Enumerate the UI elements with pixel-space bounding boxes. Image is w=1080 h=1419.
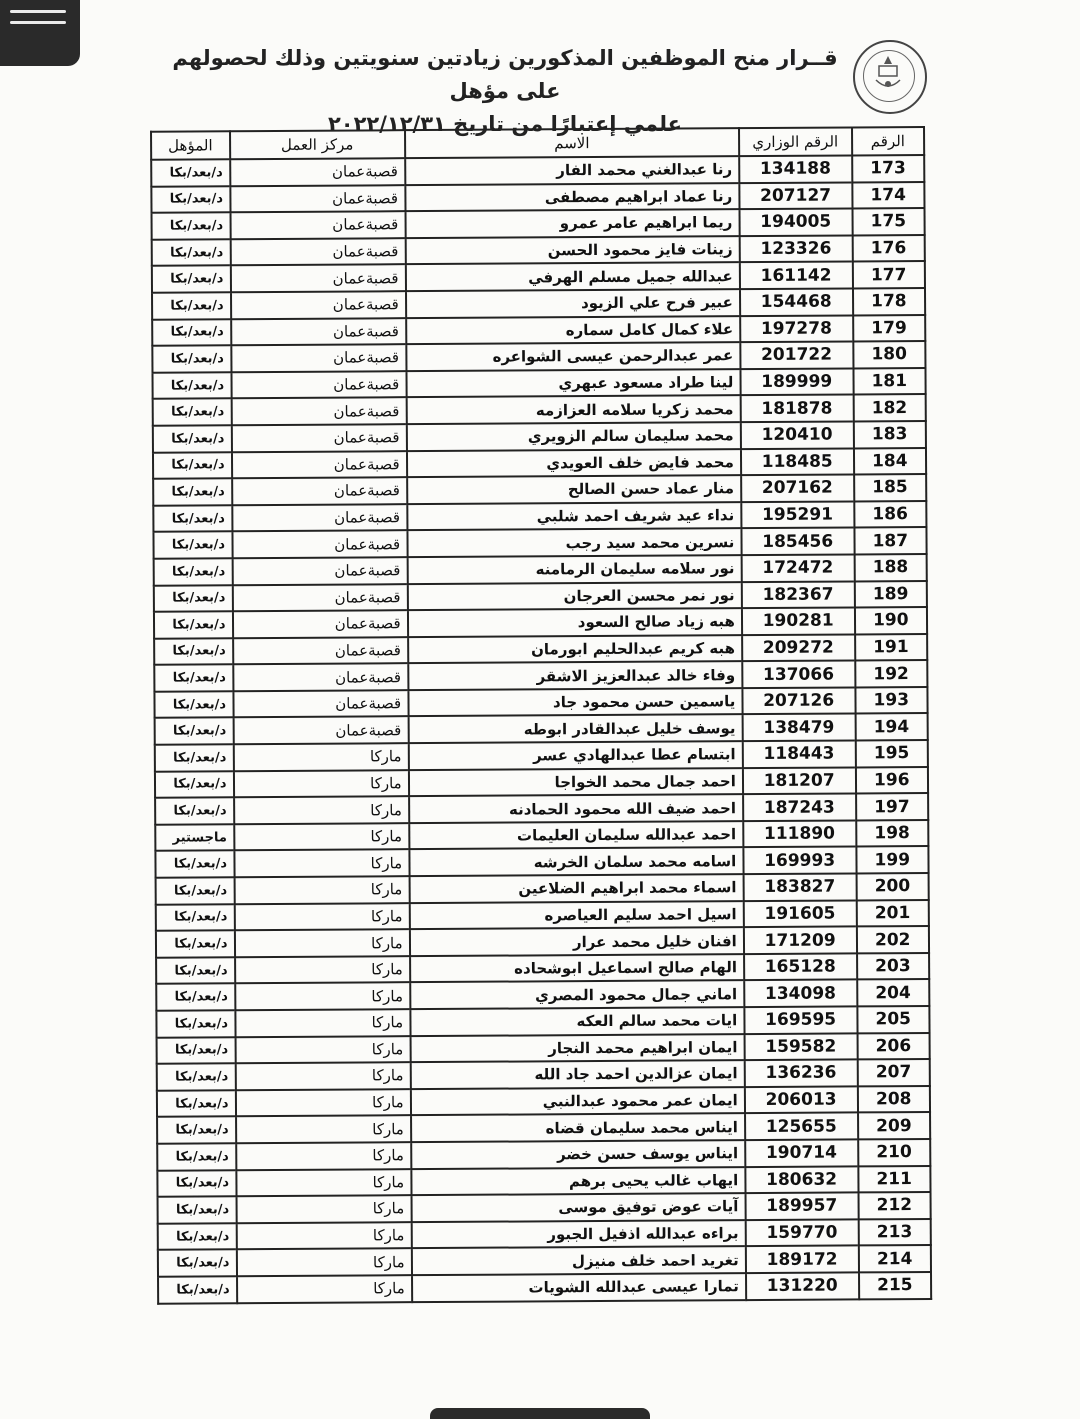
- cell-name: منار عماد حسن الصالح: [407, 475, 741, 504]
- cell-ministry-number: 207127: [739, 182, 852, 209]
- cell-name: عبدالله جميل مسلم الهرفي: [405, 263, 739, 292]
- cell-ministry-number: 182367: [742, 581, 855, 608]
- cell-number: 203: [857, 953, 930, 980]
- cell-name: تمارا عيسى عبدالله الشويات: [412, 1273, 746, 1302]
- cell-ministry-number: 136236: [745, 1060, 858, 1087]
- cell-number: 190: [854, 607, 927, 634]
- cell-work-center: ماركا: [233, 743, 408, 771]
- cell-number: 193: [855, 687, 928, 714]
- cell-work-center: ماركا: [234, 823, 409, 851]
- cell-qualification: د/بعد/بكا: [153, 425, 232, 452]
- home-indicator[interactable]: [430, 1408, 650, 1419]
- ministry-seal-icon: [853, 40, 927, 114]
- cell-work-center: ماركا: [236, 1169, 411, 1197]
- cell-work-center: ماركا: [233, 770, 408, 798]
- cell-work-center: قصبةعمان: [230, 211, 405, 239]
- cell-ministry-number: 118485: [741, 448, 854, 475]
- cell-number: 214: [858, 1245, 931, 1272]
- cell-name: رنا عبدالغني محمد الفار: [405, 156, 739, 185]
- cell-number: 192: [855, 660, 928, 687]
- cell-ministry-number: 201722: [740, 342, 853, 369]
- cell-name: نور سلامه سليمان الرمامنه: [407, 555, 741, 584]
- cell-qualification: د/بعد/بكا: [154, 585, 233, 612]
- cell-number: 176: [852, 235, 925, 262]
- cell-number: 197: [856, 793, 929, 820]
- cell-number: 186: [854, 501, 927, 528]
- employees-table: [150, 126, 932, 1304]
- cell-name: براءه عبدالله اذفيل الجبور: [411, 1220, 745, 1249]
- cell-number: 178: [853, 288, 926, 315]
- cell-ministry-number: 190281: [742, 608, 855, 635]
- cell-name: ايناس محمد سليمان قضاه: [411, 1113, 745, 1142]
- cell-number: 174: [852, 182, 925, 209]
- cell-number: 177: [852, 261, 925, 288]
- cell-ministry-number: 180632: [745, 1166, 858, 1193]
- cell-name: محمد زكريا سلامه العزازمه: [406, 395, 740, 424]
- cell-work-center: قصبةعمان: [230, 185, 405, 213]
- cell-number: 191: [855, 634, 928, 661]
- cell-qualification: ماجستير: [155, 824, 234, 851]
- cell-ministry-number: 181878: [740, 395, 853, 422]
- header-work-center: مركز العمل: [230, 130, 405, 159]
- cell-ministry-number: 185456: [741, 528, 854, 555]
- cell-number: 215: [859, 1272, 932, 1299]
- cell-ministry-number: 134188: [739, 155, 852, 182]
- cell-ministry-number: 159582: [744, 1033, 857, 1060]
- cell-qualification: د/بعد/بكا: [155, 771, 234, 798]
- cell-number: 198: [856, 820, 929, 847]
- cell-name: تغريد احمد خلف منيزل: [412, 1246, 746, 1275]
- cell-ministry-number: 120410: [741, 421, 854, 448]
- cell-qualification: د/بعد/بكا: [158, 1196, 237, 1223]
- cell-ministry-number: 190714: [745, 1139, 858, 1166]
- cell-qualification: د/بعد/بكا: [153, 505, 232, 532]
- cell-qualification: د/بعد/بكا: [156, 930, 235, 957]
- cell-number: 211: [858, 1166, 931, 1193]
- cell-number: 212: [858, 1192, 931, 1219]
- cell-number: 195: [855, 740, 928, 767]
- cell-ministry-number: 189957: [745, 1193, 858, 1220]
- cell-name: رنا عماد ابراهيم مصطفى: [405, 183, 739, 212]
- cell-name: نور نمر محسن العرجان: [407, 582, 741, 611]
- cell-name: احمد جمال محمد الخواجا: [409, 768, 743, 797]
- cell-ministry-number: 138479: [742, 714, 855, 741]
- cell-name: الهام صالح اسماعيل ابوشحاده: [410, 954, 744, 983]
- cell-name: علاء كمال كامل سماره: [406, 316, 740, 345]
- cell-ministry-number: 161142: [740, 262, 853, 289]
- cell-work-center: ماركا: [235, 1036, 410, 1064]
- cell-qualification: د/بعد/بكا: [158, 1250, 237, 1277]
- cell-qualification: د/بعد/بكا: [152, 239, 231, 266]
- cell-work-center: ماركا: [235, 1062, 410, 1090]
- cell-name: اسيل احمد سليم العياصره: [409, 901, 743, 930]
- cell-number: 205: [857, 1006, 930, 1033]
- cell-qualification: د/بعد/بكا: [153, 478, 232, 505]
- cell-work-center: قصبةعمان: [231, 424, 406, 452]
- cell-work-center: قصبةعمان: [231, 291, 406, 319]
- cell-ministry-number: 134098: [744, 980, 857, 1007]
- cell-qualification: د/بعد/بكا: [154, 611, 233, 638]
- cell-name: اماني جمال محمود المصري: [410, 981, 744, 1010]
- cell-work-center: ماركا: [235, 1089, 410, 1117]
- cell-ministry-number: 118443: [743, 740, 856, 767]
- cell-work-center: قصبةعمان: [232, 504, 407, 532]
- cell-number: 206: [857, 1033, 930, 1060]
- cell-ministry-number: 189999: [740, 368, 853, 395]
- cell-qualification: د/بعد/بكا: [157, 1117, 236, 1144]
- cell-number: 189: [854, 580, 927, 607]
- cell-ministry-number: 123326: [739, 235, 852, 262]
- cell-number: 202: [856, 926, 929, 953]
- cell-ministry-number: 137066: [742, 661, 855, 688]
- cell-work-center: ماركا: [236, 1195, 411, 1223]
- cell-number: 175: [852, 208, 925, 235]
- cell-work-center: قصبةعمان: [232, 557, 407, 585]
- cell-qualification: د/بعد/بكا: [156, 957, 235, 984]
- cell-name: افنان خليل محمد عرار: [410, 927, 744, 956]
- cell-number: 210: [858, 1139, 931, 1166]
- cell-ministry-number: 187243: [743, 794, 856, 821]
- cell-ministry-number: 169595: [744, 1006, 857, 1033]
- cell-number: 207: [857, 1059, 930, 1086]
- cell-work-center: قصبةعمان: [231, 344, 406, 372]
- cell-name: ايمان عمر محمود عبدالنبي: [411, 1087, 745, 1116]
- cell-ministry-number: 154468: [740, 288, 853, 315]
- cell-name: يوسف خليل عبدالقادر ابوطه: [408, 715, 742, 744]
- cell-name: آيات عوض توفيق موسى: [411, 1193, 745, 1222]
- header-ministry-number: الرقم الوزاري: [739, 127, 852, 156]
- cell-ministry-number: 209272: [742, 634, 855, 661]
- cell-qualification: د/بعد/بكا: [151, 159, 230, 186]
- cell-name: ايناس يوسف حسن خضر: [411, 1140, 745, 1169]
- cell-qualification: د/بعد/بكا: [152, 266, 231, 293]
- cell-number: 184: [853, 448, 926, 475]
- cell-qualification: د/بعد/بكا: [152, 345, 231, 372]
- cell-work-center: ماركا: [234, 929, 409, 957]
- cell-qualification: د/بعد/بكا: [157, 1063, 236, 1090]
- cell-work-center: قصبةعمان: [231, 371, 406, 399]
- cell-qualification: د/بعد/بكا: [156, 984, 235, 1011]
- cell-number: 180: [853, 341, 926, 368]
- cell-ministry-number: 171209: [744, 927, 857, 954]
- header-number: الرقم: [852, 127, 925, 155]
- cell-work-center: قصبةعمان: [232, 451, 407, 479]
- cell-number: 187: [854, 527, 927, 554]
- cell-qualification: د/بعد/بكا: [151, 186, 230, 213]
- cell-ministry-number: 194005: [739, 209, 852, 236]
- cell-name: ايات محمد سالم العكه: [410, 1007, 744, 1036]
- title-line-1: قــرار منح الموظفين المذكورين زيادتين سنويتين وذلك لحصولهم على مؤهل: [172, 46, 838, 103]
- cell-qualification: د/بعد/بكا: [156, 904, 235, 931]
- cell-qualification: د/بعد/بكا: [158, 1223, 237, 1250]
- cell-number: 188: [854, 554, 927, 581]
- cell-qualification: د/بعد/بكا: [154, 638, 233, 665]
- cell-work-center: قصبةعمان: [230, 158, 405, 186]
- cell-qualification: د/بعد/بكا: [158, 1276, 237, 1303]
- cell-qualification: د/بعد/بكا: [156, 1010, 235, 1037]
- cell-work-center: ماركا: [235, 983, 410, 1011]
- cell-work-center: ماركا: [236, 1222, 411, 1250]
- cell-qualification: د/بعد/بكا: [157, 1143, 236, 1170]
- cell-work-center: ماركا: [237, 1275, 412, 1303]
- cell-work-center: قصبةعمان: [231, 398, 406, 426]
- cell-name: اسماء محمد ابراهيم الضلاعين: [409, 874, 743, 903]
- cell-ministry-number: 169993: [743, 847, 856, 874]
- cell-number: 173: [852, 155, 925, 182]
- cell-number: 182: [853, 394, 926, 421]
- cell-work-center: قصبةعمان: [233, 637, 408, 665]
- cell-qualification: د/بعد/بكا: [154, 691, 233, 718]
- cell-name: احمد ضيف الله محمود الحمادنه: [409, 794, 743, 823]
- header-name: الاسم: [405, 128, 739, 158]
- cell-name: ايمان عزالدين احمد جاد الله: [410, 1060, 744, 1089]
- cell-number: 199: [856, 846, 929, 873]
- title-line-2: علمي إعتبارًا من تاريخ ٢٠٢٢/١٢/٣١: [327, 112, 683, 136]
- cell-qualification: د/بعد/بكا: [152, 212, 231, 239]
- cell-name: محمد فايض خلف العويدي: [407, 449, 741, 478]
- cell-qualification: د/بعد/بكا: [157, 1037, 236, 1064]
- cell-name: ابتسام عطا عبدالهادي عسر: [408, 741, 742, 770]
- cell-qualification: د/بعد/بكا: [152, 292, 231, 319]
- cell-number: 201: [856, 900, 929, 927]
- cell-number: 213: [858, 1219, 931, 1246]
- cell-work-center: ماركا: [235, 956, 410, 984]
- cell-qualification: د/بعد/بكا: [153, 452, 232, 479]
- cell-number: 196: [855, 767, 928, 794]
- cell-ministry-number: 207126: [742, 687, 855, 714]
- cell-number: 179: [853, 315, 926, 342]
- cell-work-center: قصبةعمان: [230, 238, 405, 266]
- cell-number: 181: [853, 368, 926, 395]
- cell-work-center: قصبةعمان: [233, 717, 408, 745]
- cell-number: 209: [858, 1112, 931, 1139]
- cell-work-center: قصبةعمان: [230, 265, 405, 293]
- cell-ministry-number: 165128: [744, 953, 857, 980]
- cell-name: وفاء خالد عبدالعزيز الاشقر: [408, 661, 742, 690]
- cell-ministry-number: 183827: [743, 873, 856, 900]
- cell-ministry-number: 195291: [741, 501, 854, 528]
- cell-work-center: قصبةعمان: [232, 530, 407, 558]
- cell-name: محمد سليمان سالم الزويري: [406, 422, 740, 451]
- cell-qualification: د/بعد/بكا: [155, 797, 234, 824]
- cell-ministry-number: 197278: [740, 315, 853, 342]
- cell-work-center: ماركا: [235, 1009, 410, 1037]
- cell-ministry-number: 191605: [744, 900, 857, 927]
- cell-qualification: د/بعد/بكا: [156, 877, 235, 904]
- cell-ministry-number: 125655: [745, 1113, 858, 1140]
- cell-work-center: ماركا: [234, 850, 409, 878]
- cell-name: هبه زياد صالح السعود: [408, 608, 742, 637]
- cell-number: 200: [856, 873, 929, 900]
- cell-name: اسامه محمد سلمان الخرشه: [409, 848, 743, 877]
- table-body: [151, 155, 931, 1303]
- cell-name: ياسمين حسن محمود جاد: [408, 688, 742, 717]
- cell-ministry-number: 111890: [743, 820, 856, 847]
- cell-work-center: ماركا: [234, 903, 409, 931]
- cell-name: نداء عيد شريف احمد شلبي: [407, 502, 741, 531]
- cell-name: هبه كريم عبدالحليم ابورمان: [408, 635, 742, 664]
- cell-name: احمد عبدالله سليمان العليمات: [409, 821, 743, 850]
- cell-work-center: ماركا: [234, 876, 409, 904]
- cell-ministry-number: 131220: [746, 1272, 859, 1299]
- cell-name: عمر عبدالرحمن عيسى الشواعره: [406, 342, 740, 371]
- cell-name: ايهاب غالب يحيى برهم: [411, 1167, 745, 1196]
- cell-ministry-number: 181207: [743, 767, 856, 794]
- cell-name: ريما ابراهيم عامر عمرو: [405, 209, 739, 238]
- cell-qualification: د/بعد/بكا: [152, 372, 231, 399]
- cell-ministry-number: 159770: [745, 1219, 858, 1246]
- cell-work-center: قصبةعمان: [232, 477, 407, 505]
- cell-ministry-number: 172472: [741, 554, 854, 581]
- cell-qualification: د/بعد/بكا: [157, 1170, 236, 1197]
- cell-qualification: د/بعد/بكا: [157, 1090, 236, 1117]
- cell-work-center: ماركا: [236, 1249, 411, 1277]
- cell-ministry-number: 206013: [745, 1086, 858, 1113]
- cell-qualification: د/بعد/بكا: [155, 851, 234, 878]
- cell-name: عبير فرح علي الزيود: [406, 289, 740, 318]
- table-row: [158, 1272, 931, 1303]
- cell-work-center: قصبةعمان: [232, 610, 407, 638]
- cell-work-center: قصبةعمان: [232, 584, 407, 612]
- cell-ministry-number: 207162: [741, 475, 854, 502]
- cell-qualification: د/بعد/بكا: [153, 399, 232, 426]
- cell-ministry-number: 189172: [746, 1246, 859, 1273]
- cell-qualification: د/بعد/بكا: [153, 532, 232, 559]
- cell-qualification: د/بعد/بكا: [152, 319, 231, 346]
- cell-work-center: قصبةعمان: [233, 690, 408, 718]
- cell-work-center: ماركا: [236, 1116, 411, 1144]
- cell-name: نسرين محمد سيد رجب: [407, 528, 741, 557]
- cell-number: 183: [853, 421, 926, 448]
- cell-work-center: ماركا: [236, 1142, 411, 1170]
- cell-work-center: قصبةعمان: [233, 663, 408, 691]
- cell-qualification: د/بعد/بكا: [154, 558, 233, 585]
- cell-number: 208: [857, 1086, 930, 1113]
- cell-name: زينات فايز محمود الحسن: [405, 236, 739, 265]
- header-qualification: المؤهل: [151, 131, 230, 159]
- cell-work-center: ماركا: [234, 796, 409, 824]
- cell-number: 194: [855, 713, 928, 740]
- cell-qualification: د/بعد/بكا: [155, 718, 234, 745]
- cell-number: 185: [854, 474, 927, 501]
- hamburger-menu-icon: [10, 10, 66, 32]
- cell-qualification: د/بعد/بكا: [154, 665, 233, 692]
- cell-name: لينا طراد مسعود عبهري: [406, 369, 740, 398]
- cell-work-center: قصبةعمان: [231, 318, 406, 346]
- menu-button[interactable]: [0, 0, 80, 66]
- cell-qualification: د/بعد/بكا: [155, 744, 234, 771]
- cell-number: 204: [857, 979, 930, 1006]
- cell-name: ايمان ابراهيم محمد النجار: [410, 1034, 744, 1063]
